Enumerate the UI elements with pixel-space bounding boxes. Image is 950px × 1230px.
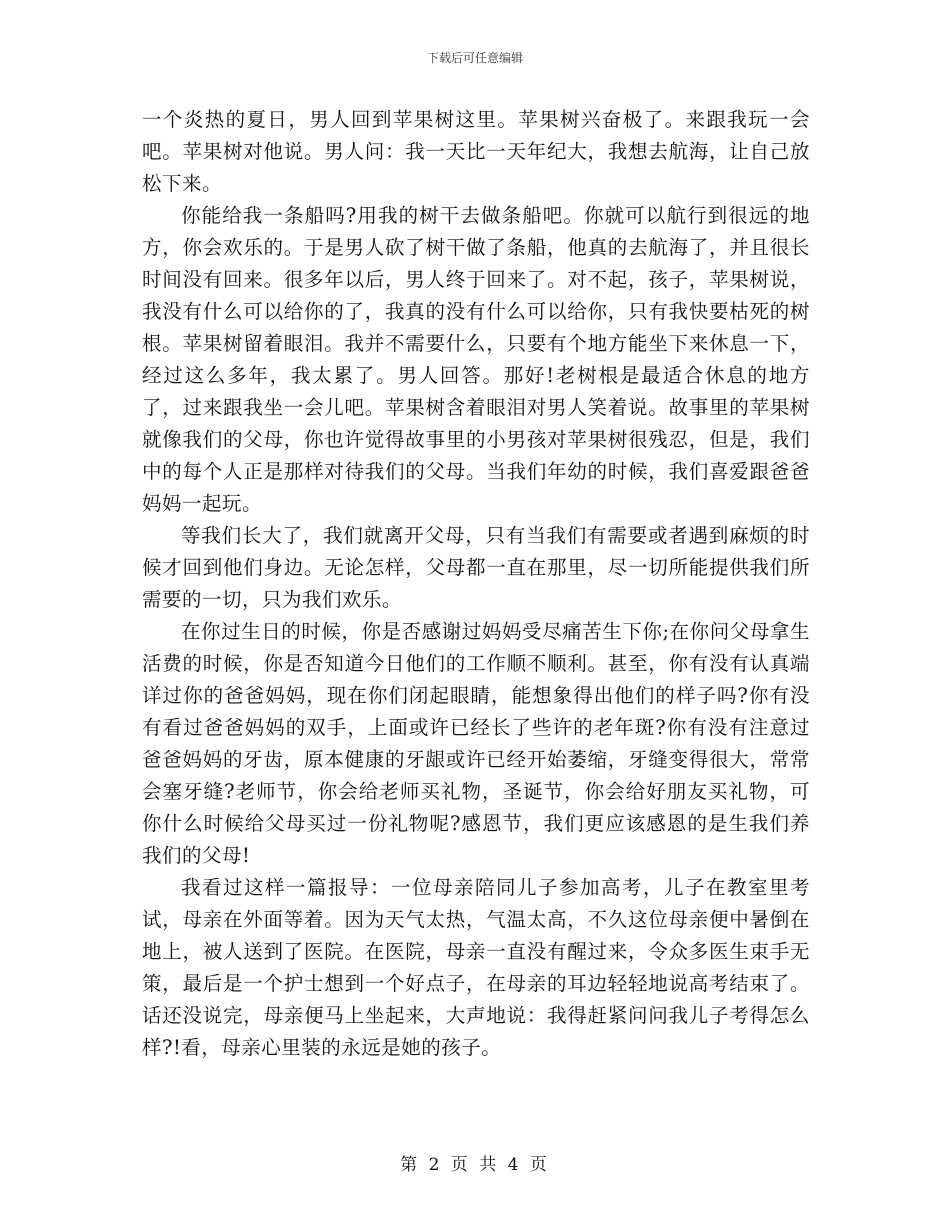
document-body [142,104,810,1064]
page-header: 下载后可任意编辑 [426,51,523,65]
paragraph-4: 在你过生日的时候，你是否感谢过妈妈受尽痛苦生下你;在你问父母拿生活费的时候，你是否知道今日他们的工作顺不顺利。甚至，你有没有认真端详过你的爸爸妈妈，现在你们闭起眼睛，能想象得出他们的样子吗?你有没有看过爸爸妈妈的双手，上面或许已经长了些许的老年斑?你有没有注意过爸爸妈妈的牙齿，原本健康的牙龈或许已经开始萎缩，牙缝变得很大，常常会塞牙缝?老师节，你会给老师买礼物，圣诞节，你会给好朋友买礼物，可你什么时候给父母买过一份礼物呢?感恩节，我们更应该感恩的是生我们养我们的父母! [142,620,810,867]
paragraph-2: 你能给我一条船吗?用我的树干去做条船吧。你就可以航行到很远的地方，你会欢乐的。于是男人砍了树干做了条船，他真的去航海了，并且很长时间没有回来。很多年以后，男人终于回来了。对不起，孩子，苹果树说，我没有什么可以给你的了，我真的没有什么可以给你，只有我快要枯死的树根。苹果树留着眼泪。我并不需要什么，只要有个地方能坐下来休息一下，经过这么多年，我太累了。男人回答。那好!老树根是最适合休息的地方了，过来跟我坐一会儿吧。苹果树含着眼泪对男人笑着说。故事里的苹果树就像我们的父母，你也许觉得故事里的小男孩对苹果树很残忍，但是，我们中的每个人正是那样对待我们的父母。当我们年幼的时候，我们喜爱跟爸爸妈妈一起玩。 [142,204,810,515]
paragraph-5: 我看过这样一篇报导：一位母亲陪同儿子参加高考，儿子在教室里考试，母亲在外面等着。因为天气太热，气温太高，不久这位母亲便中暑倒在地上，被人送到了医院。在医院，母亲一直没有醒过来，令众多医生束手无策，最后是一个护士想到一个好点子，在母亲的耳边轻轻地说高考结束了。话还没说完，母亲便马上坐起来，大声地说：我得赶紧问问我儿子考得怎么样?!看，母亲心里装的永远是她的孩子。 [142,876,810,1059]
page-number-footer: 第 2 页 共 4 页 [400,1155,550,1175]
paragraph-3: 等我们长大了，我们就离开父母，只有当我们有需要或者遇到麻烦的时候才回到他们身边。无论怎样，父母都一直在那里，尽一切所能提供我们所需要的一切，只为我们欢乐。 [142,524,810,611]
paragraph-1: 一个炎热的夏日，男人回到苹果树这里。苹果树兴奋极了。来跟我玩一会吧。苹果树对他说。男人问：我一天比一天年纪大，我想去航海，让自己放松下来。 [142,108,810,195]
